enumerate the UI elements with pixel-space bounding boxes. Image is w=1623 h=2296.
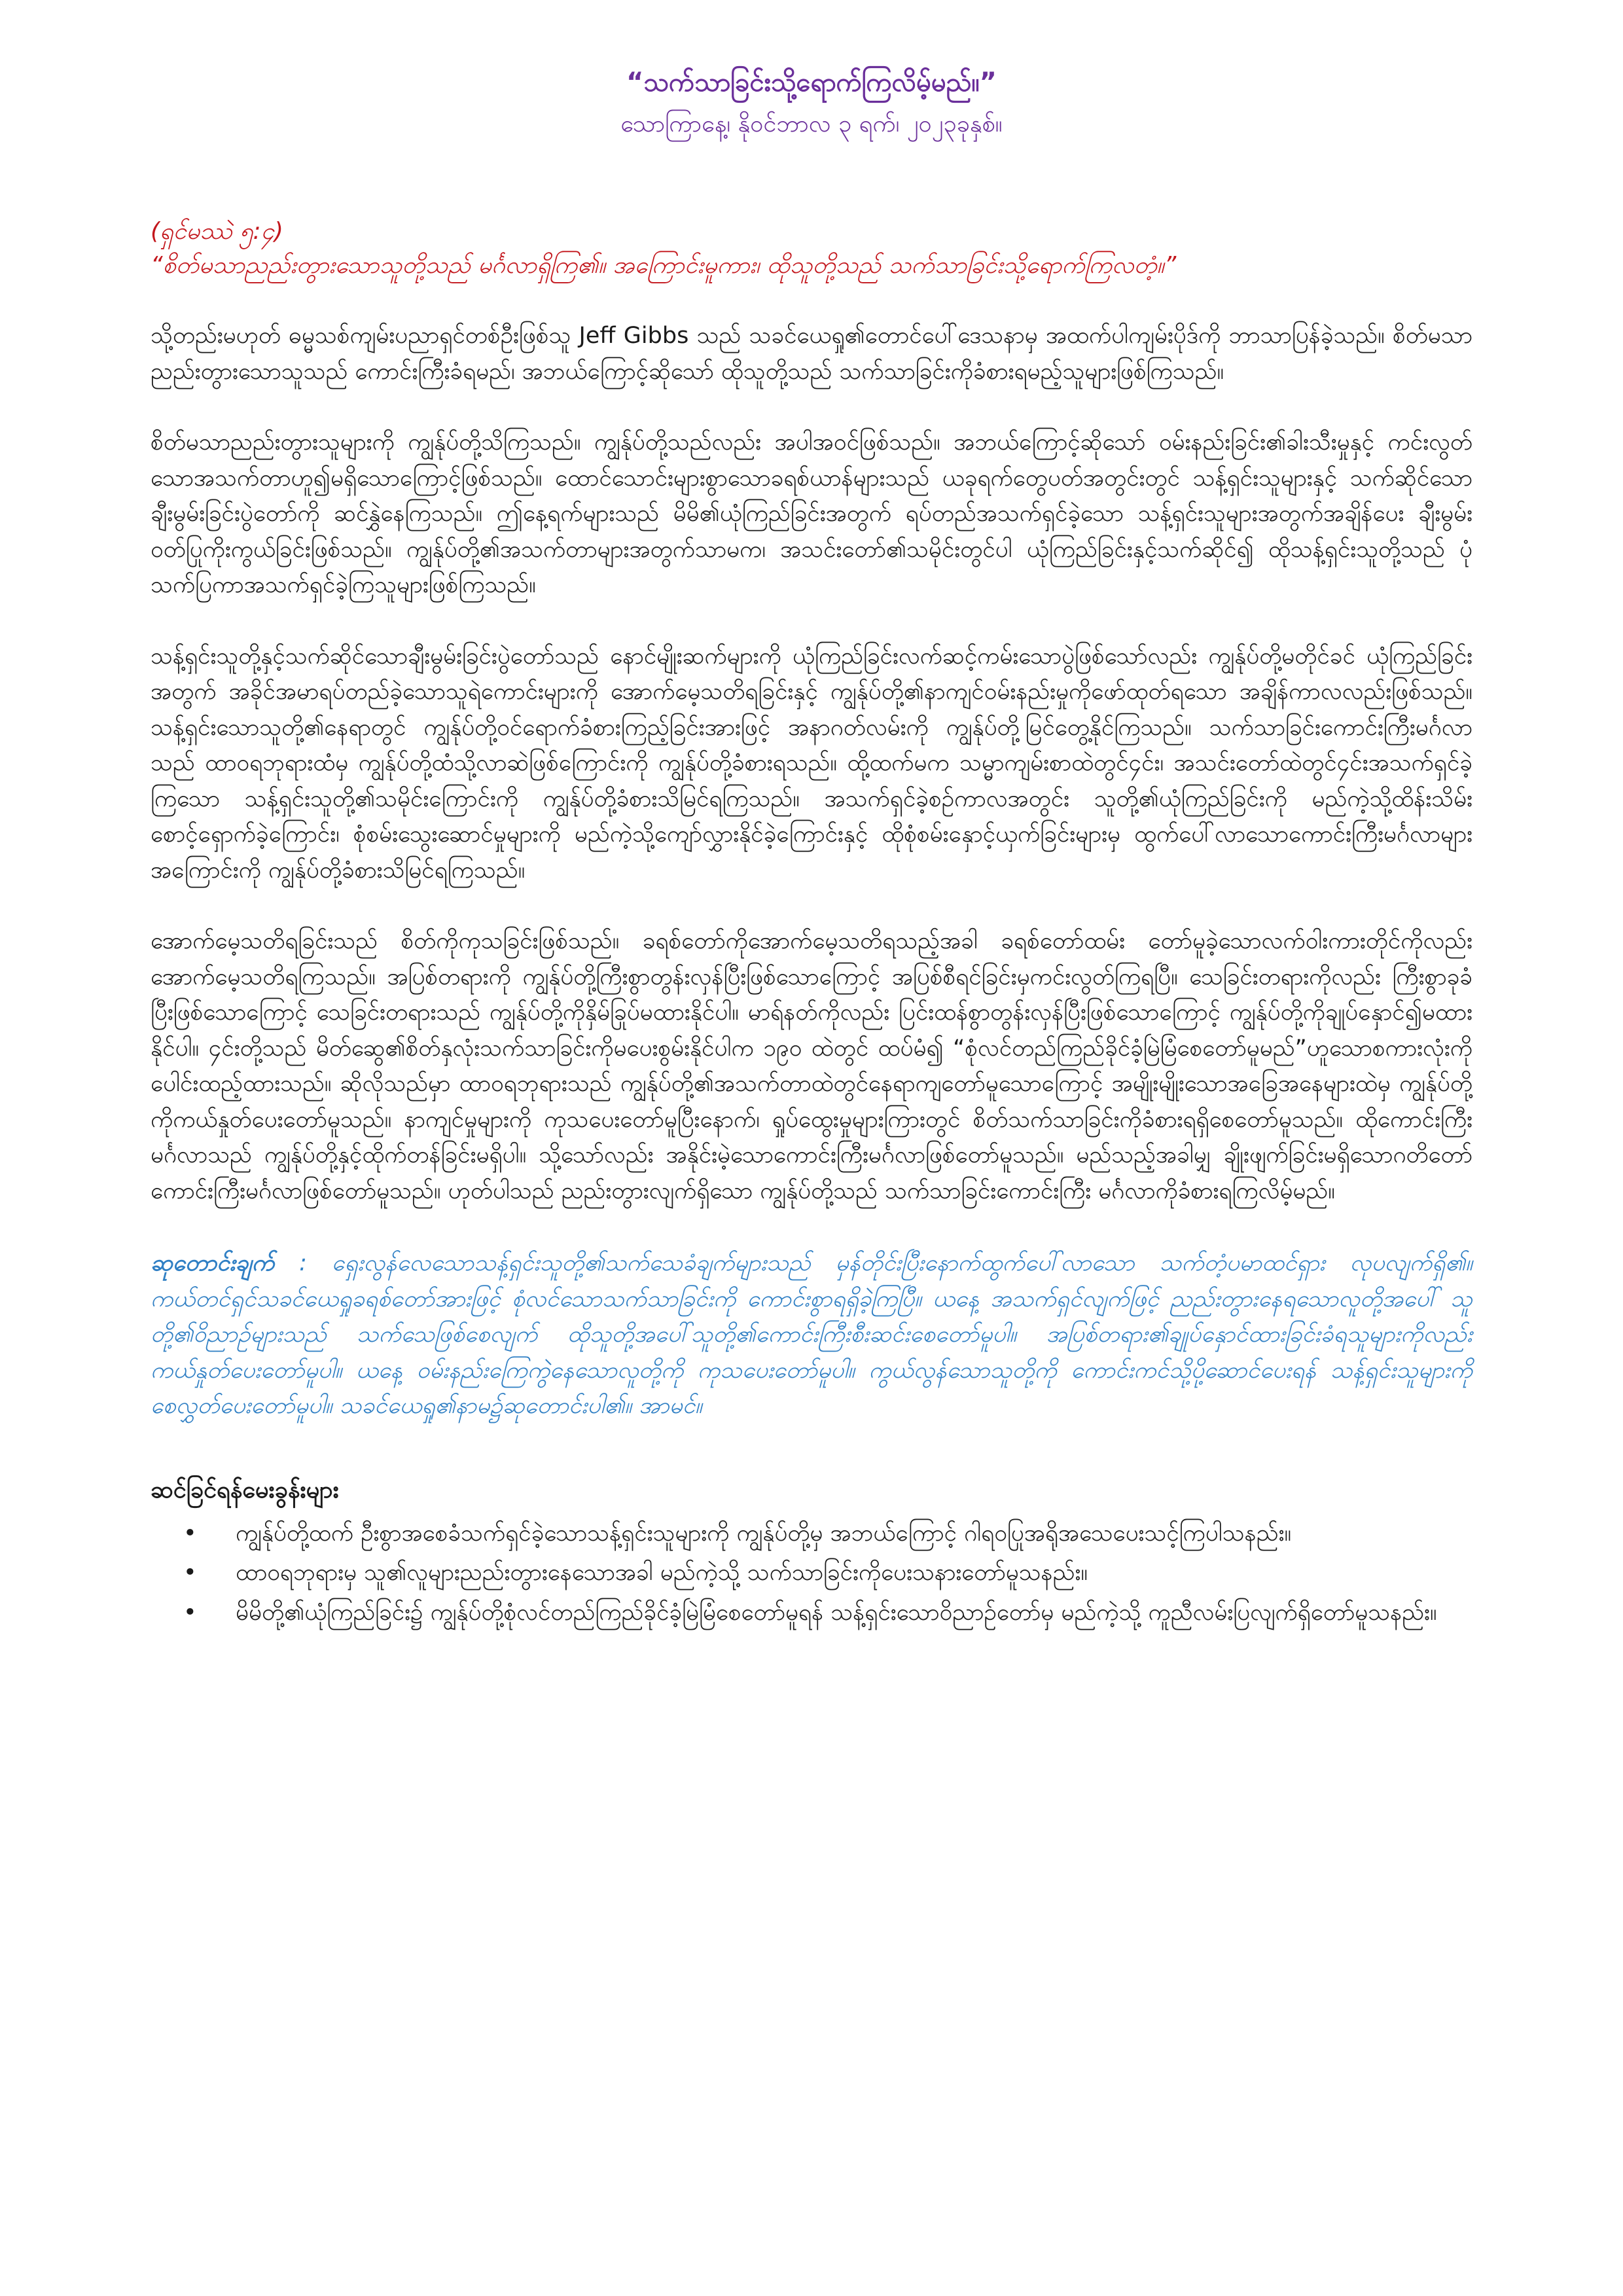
prayer-separator: : [274,1250,332,1276]
prayer-label: ဆုတောင်းချက် [151,1250,275,1276]
prayer-text: ရှေးလွန်လေသောသန့်ရှင်းသူတို့၏သက်သေခံချက်များသည် မှန်တိုင်းပြီးနောက်ထွက်ပေါ်လာသော သက်တံ့ပမာထင်ရှား လုပလျက်ရှိ၏။ ကယ်တင်ရှင်သခင်ယေရှုခရစ်တော်အားဖြင့် စုံလင်သောသက်သာခြင်းကို ကောင်းစွာရရှိခဲ့ကြပြီ။ ယနေ့ အသက်ရှင်လျက်ဖြင့် ညည်းတွားနေရသောလူတို့အပေါ် သူတို့၏ဝိညာဉ်များသည် သက်သေဖြစ်စေလျက် ထိုသူတို့အပေါ်သူတို့၏ကောင်းကြီးစီးဆင်းစေတော်မူပါ။ အပြစ်တရား၏ချုပ်နှောင်ထားခြင်းခံရသူများကိုလည်း ကယ်နှုတ်ပေးတော်မူပါ။ ယနေ့ ဝမ်းနည်းကြေကွဲနေသောလူတို့ကို ကုသပေးတော်မူပါ။ ကွယ်လွန်သောသူတို့ကို ကောင်းကင်သို့ပို့ဆောင်ပေးရန် သန့်ရှင်းသူများကိုစေလွှတ်ပေးတော်မူပါ။ သခင်ယေရှု၏နာမ၌ဆုတောင်းပါ၏။ အာမင်။ [151,1250,1472,1419]
question-text: ကျွန်ုပ်တို့ထက် ဦးစွာအစေခံသက်ရှင်ခဲ့သောသန့်ရှင်းသူများကို ကျွန်ုပ်တို့မှ အဘယ်ကြောင့် ဂါရဝပြုအရိုအသေပေးသင့်ကြပါသနည်း။ [236,1520,1292,1547]
verse-reference: (ရှင်မဿဲ ၅:၄) [151,218,283,245]
scripture-verse [151,215,1472,283]
header [151,63,1472,144]
bullet-icon: • [183,1599,197,1626]
body-paragraph-4: အောက်မေ့သတိရခြင်းသည် စိတ်ကိုကုသခြင်းဖြစ်သည်။ ခရစ်တော်ကိုအောက်မေ့သတိရသည့်အခါ ခရစ်တော်ထမ်း တော်မူခဲ့သောလက်ဝါးကားတိုင်ကိုလည်း အောက်မေ့သတိရကြသည်။ အပြစ်တရားကို ကျွန်ုပ်တို့ကြီးစွာတွန်းလှန်ပြီးဖြစ်သောကြောင့် အပြစ်စီရင်ခြင်းမှကင်းလွတ်ကြရပြီ။ သေခြင်းတရားကိုလည်း ကြီးစွာခုခံပြီးဖြစ်သောကြောင့် သေခြင်းတရားသည် ကျွန်ုပ်တို့ကိုနှိမ်ခြုပ်မထားနိုင်ပါ။ မာရ်နတ်ကိုလည်း ပြင်းထန်စွာတွန်းလှန်ပြီးဖြစ်သောကြောင့် ကျွန်ုပ်တို့ကိုချုပ်နှောင်၍မထားနိုင်ပါ။ ၄င်းတို့သည် မိတ်ဆွေ၏စိတ်နှလုံးသက်သာခြင်းကိုမပေးစွမ်းနိုင်ပါက ၁၉၀ ထဲတွင် ထပ်မံ၍ “စုံလင်တည်ကြည်ခိုင်ခံ့မြဲမြံစေတော်မူမည်”ဟူသောစကားလုံးကို ပေါင်းထည့်ထားသည်။ ဆိုလိုသည်မှာ ထာဝရဘုရားသည် ကျွန်ုပ်တို့၏အသက်တာထဲတွင်နေရာကျတော်မူသောကြောင့် အမျိုးမျိုးသောအခြေအနေများထဲမှ ကျွန်ုပ်တို့ကိုကယ်နှုတ်ပေးတော်မူသည်။ နာကျင်မှုများကို ကုသပေးတော်မူပြီးနောက်၊ ရှုပ်ထွေးမှုများကြားတွင် စိတ်သက်သာခြင်းကိုခံစားရရှိစေတော်မူသည်။ ထိုကောင်းကြီးမင်္ဂလာသည် ကျွန်ုပ်တို့နှင့်ထိုက်တန်ခြင်းမရှိပါ။ သို့သော်လည်း အနိုင်းမဲ့သောကောင်းကြီးမင်္ဂလာဖြစ်တော်မူသည်။ မည်သည့်အခါမျှ ချိုးဖျက်ခြင်းမရှိသောဂတိတော် ကောင်းကြီးမင်္ဂလာဖြစ်တော်မူသည်။ ဟုတ်ပါသည် ညည်းတွားလျက်ရှိသော ကျွန်ုပ်တို့သည် သက်သာခြင်းကောင်းကြီး မင်္ဂလာကိုခံစားရကြလိမ့်မည်။ [151,928,1472,1204]
bullet-icon: • [183,1560,197,1586]
question-item [183,1595,1472,1631]
bullet-icon: • [183,1520,197,1547]
page-date: သောကြာနေ့၊ နိုဝင်ဘာလ ၃ ရက်၊ ၂၀၂၃ခုနှစ်။ [620,111,1003,137]
prayer-section [151,1246,1472,1424]
reflection-questions [151,1473,1472,1631]
questions-list [151,1516,1472,1631]
body-paragraph-1: သို့တည်းမဟုတ် ဓမ္မသစ်ကျမ်းပညာရှင်တစ်ဦးဖြစ်သူ Jeff Gibbs သည် သခင်ယေရှု၏တောင်ပေါ်ဒေသနာမှ အထက်ပါကျမ်းပိုဒ်ကို ဘာသာပြန်ခဲ့သည်။ စိတ်မသာညည်းတွားသောသူသည် ကောင်းကြီးခံရမည်၊ အဘယ်ကြောင့်ဆိုသော် ထိုသူတို့သည် သက်သာခြင်းကိုခံစားရမည့်သူများဖြစ်ကြသည်။ [151,323,1472,385]
question-item [183,1555,1472,1591]
question-text: မိမိတို့၏ယုံကြည်ခြင်း၌ ကျွန်ုပ်တို့စုံလင်တည်ကြည်ခိုင်ခံ့မြဲမြံစေတော်မူရန် သန့်ရှင်းသောဝိညာဉ်တော်မှ မည်ကဲ့သို့ ကူညီလမ်းပြလျက်ရှိတော်မူသနည်း။ [236,1599,1437,1626]
question-item [183,1516,1472,1552]
page-title: “သက်သာခြင်းသို့ရောက်ကြလိမ့်မည်။” [626,67,997,98]
body-paragraph-2: စိတ်မသာညည်းတွားသူများကို ကျွန်ုပ်တို့သိကြသည်။ ကျွန်ုပ်တို့သည်လည်း အပါအဝင်ဖြစ်သည်။ အဘယ်ကြောင့်ဆိုသော် ဝမ်းနည်းခြင်း၏ခါးသီးမှုနှင့် ကင်းလွတ်သောအသက်တာဟူ၍မရှိသောကြောင့်ဖြစ်သည်။ ထောင်သောင်းများစွာသောခရစ်ယာန်များသည် ယခုရက်တွေပတ်အတွင်းတွင် သန့်ရှင်းသူများနှင့် သက်ဆိုင်သောချီးမွမ်းခြင်းပွဲတော်ကို ဆင်နွှဲနေကြသည်။ ဤနေ့ရက်များသည် မိမိ၏ယုံကြည်ခြင်းအတွက် ရပ်တည်အသက်ရှင်ခဲ့သော သန့်ရှင်းသူများအတွက်အချိန်ပေး ချီးမွမ်းဝတ်ပြုကိုးကွယ်ခြင်းဖြစ်သည်။ ကျွန်ုပ်တို့၏အသက်တာများအတွက်သာမက၊ အသင်းတော်၏သမိုင်းတွင်ပါ ယုံကြည်ခြင်းနှင့်သက်ဆိုင်၍ ထိုသန့်ရှင်းသူတို့သည် ပုံသက်ပြကာအသက်ရှင်ခဲ့ကြသူများဖြစ်ကြသည်။ [151,429,1472,598]
questions-title: ဆင်ခြင်ရန်မေးခွန်းများ [151,1476,339,1503]
verse-text: “စိတ်မသာညည်းတွားသောသူတို့သည် မင်္ဂလာရှိကြ၏။ အကြောင်းမူကား၊ ထိုသူတို့သည် သက်သာခြင်းသို့ရောက်ကြလတံ့။” [151,252,1177,279]
question-text: ထာဝရဘုရားမှ သူ၏လူများညည်းတွားနေသောအခါ မည်ကဲ့သို့ သက်သာခြင်းကိုပေးသနားတော်မူသနည်း။ [236,1560,1088,1586]
body-paragraph-3: သန့်ရှင်းသူတို့နှင့်သက်ဆိုင်သောချီးမွမ်းခြင်းပွဲတော်သည် နောင်မျိုးဆက်များကို ယုံကြည်ခြင်းလက်ဆင့်ကမ်းသောပွဲဖြစ်သော်လည်း ကျွန်ုပ်တို့မတိုင်ခင် ယုံကြည်ခြင်းအတွက် အခိုင်အမာရပ်တည်ခဲ့သောသူရဲကောင်းများကို အောက်မေ့သတိရခြင်းနှင့် ကျွန်ုပ်တို့၏နာကျင်ဝမ်းနည်းမှုကိုဖော်ထုတ်ရသော အချိန်ကာလလည်းဖြစ်သည်။ သန့်ရှင်းသောသူတို့၏နေရာတွင် ကျွန်ုပ်တို့ဝင်ရောက်ခံစားကြည့်ခြင်းအားဖြင့် အနာဂတ်လမ်းကို ကျွန်ုပ်တို့မြင်တွေ့နိုင်ကြသည်။ သက်သာခြင်းကောင်းကြီးမင်္ဂလာသည် ထာဝရဘုရားထံမှ ကျွန်ုပ်တို့ထံသို့လာဆဲဖြစ်ကြောင်းကို ကျွန်ုပ်တို့ခံစားရသည်။ ထို့ထက်မက သမ္မာကျမ်းစာထဲတွင်၄င်း၊ အသင်းတော်ထဲတွင်၄င်းအသက်ရှင်ခဲ့ကြသော သန့်ရှင်းသူတို့၏သမိုင်းကြောင်းကို ကျွန်ုပ်တို့ခံစားသိမြင်ရကြသည်။ အသက်ရှင်ခဲ့စဉ်ကာလအတွင်း သူတို့၏ယုံကြည်ခြင်းကို မည်ကဲ့သို့ထိန်းသိမ်းစောင့်ရှောက်ခဲ့ကြောင်း၊ စုံစမ်းသွေးဆောင်မှုများကို မည်ကဲ့သို့ကျော်လွှားနိုင်ခဲ့ကြောင်းနှင့် ထိုစုံစမ်းနှောင့်ယှက်ခြင်းများမှ ထွက်ပေါ်လာသောကောင်းကြီးမင်္ဂလာများအကြောင်းကို ကျွန်ုပ်တို့ခံစားသိမြင်ရကြသည်။ [151,643,1472,884]
